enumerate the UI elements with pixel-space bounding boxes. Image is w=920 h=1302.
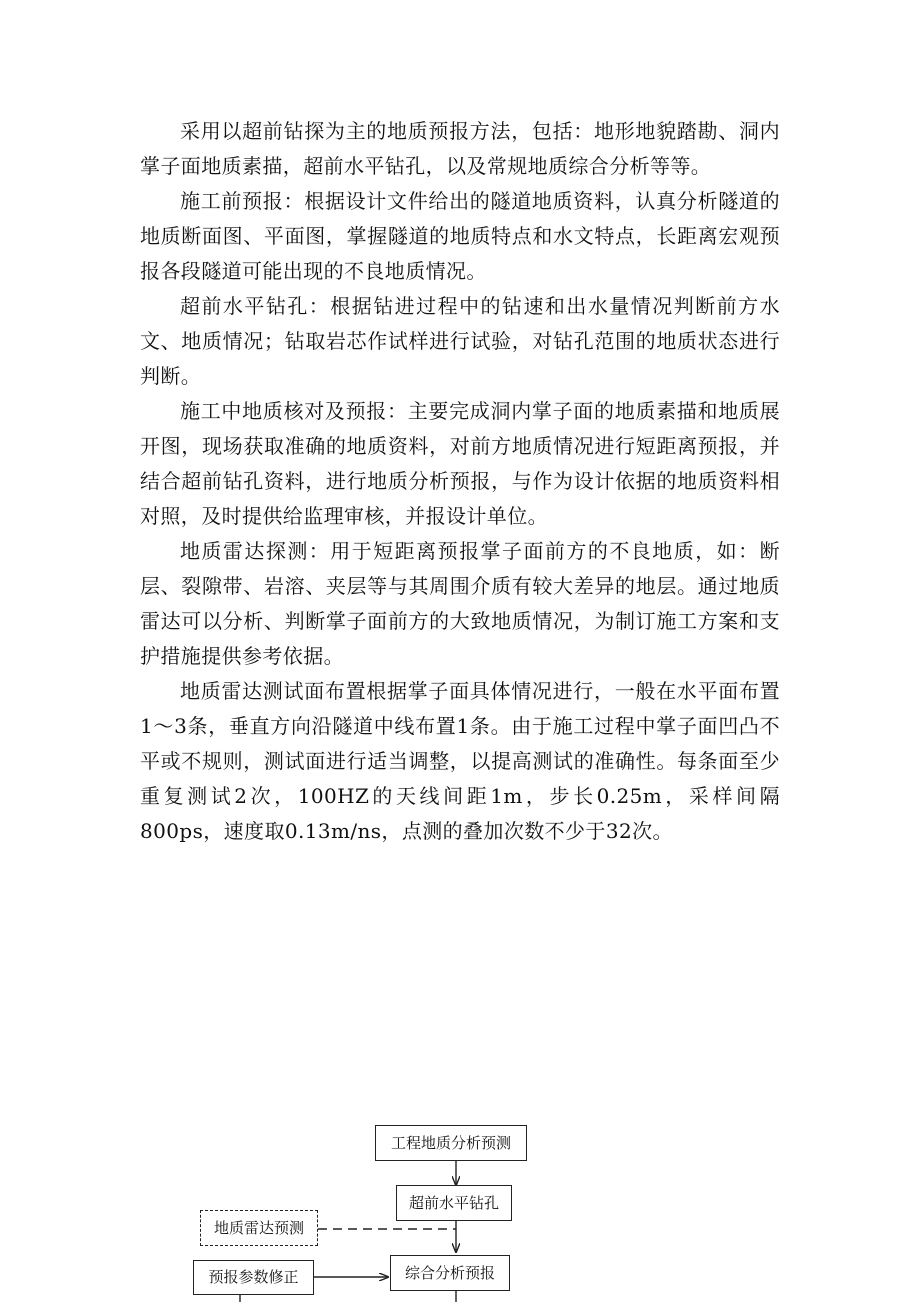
- box-parameter-correction: 预报参数修正: [193, 1260, 314, 1295]
- paragraph-method: 采用以超前钻探为主的地质预报方法，包括：地形地貌踏勘、洞内掌子面地质素描，超前水平钻孔，以及常规地质综合分析等等。: [140, 119, 780, 178]
- paragraph-horizontal-drilling: 超前水平钻孔：根据钻进过程中的钻速和出水量情况判断前方水文、地质情况；钻取岩芯作试样进行试验，对钻孔范围的地质状态进行判断。: [140, 294, 780, 388]
- box-comprehensive-forecast: 综合分析预报: [390, 1255, 510, 1291]
- paragraph-radar-layout: 地质雷达测试面布置根据掌子面具体情况进行，一般在水平面布置1～3条，垂直方向沿隧道中线布置1条。由于施工过程中掌子面凹凸不平或不规则，测试面进行适当调整，以提高测试的准确性。每条面至少重复测试2次，100HZ的天线间距1m，步长0.25m，采样间隔800ps，速度取0.13m/ns，点测的叠加次数不少于32次。: [140, 679, 780, 843]
- paragraph-in-construction: 施工中地质核对及预报：主要完成洞内掌子面的地质素描和地质展开图，现场获取准确的地质资料，对前方地质情况进行短距离预报，并结合超前钻孔资料，进行地质分析预报，与作为设计依据的地质资料相对照，及时提供给监理审核，并报设计单位。: [140, 399, 780, 528]
- paragraph-radar-detection: 地质雷达探测：用于短距离预报掌子面前方的不良地质，如：断层、裂隙带、岩溶、夹层等与其周围介质有较大差异的地层。通过地质雷达可以分析、判断掌子面前方的大致地质情况，为制订施工方案和支护措施提供参考依据。: [140, 539, 780, 668]
- box-advance-drilling: 超前水平钻孔: [396, 1185, 512, 1221]
- box-engineering-geology: 工程地质分析预测: [375, 1125, 527, 1161]
- box-radar-prediction: 地质雷达预测: [200, 1210, 318, 1246]
- paragraph-pre-construction: 施工前预报：根据设计文件给出的隧道地质资料，认真分析隧道的地质断面图、平面图，掌握隧道的地质特点和水文特点，长距离宏观预报各段隧道可能出现的不良地质情况。: [140, 189, 780, 283]
